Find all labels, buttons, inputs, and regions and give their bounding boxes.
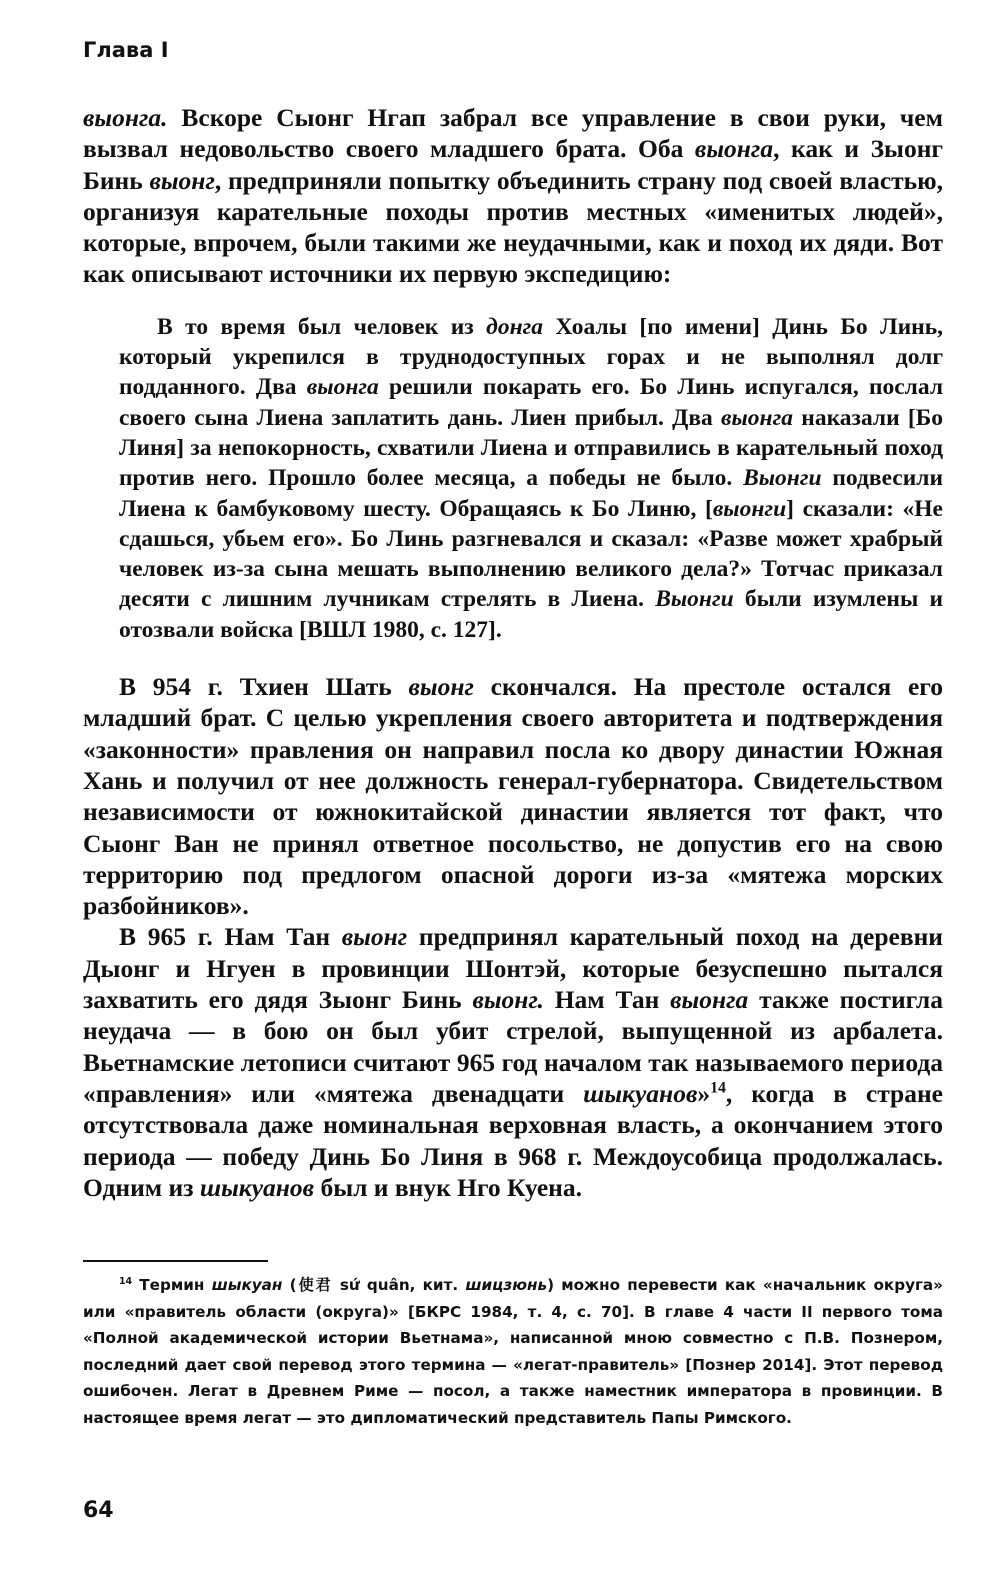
footnote-divider: [83, 1260, 268, 1262]
chapter-header: Глава I: [83, 38, 169, 62]
paragraph-2: В 954 г. Тхиен Шать выонг скончался. На престоле остался его младший брат. С целью укрепления своего авторитета и подтверждения «законности» правления он направил посла ко двору династии Южная Хань и получил от нее должность генерал-губернатора. Свидетельством независимости от южнокитайской династии является тот факт, что Сыонг Ван не принял ответное посольство, не допустив его на свою территорию под предлогом опасной дороги из-за «мятежа морских разбойников».: [83, 672, 943, 921]
footnote-ref: 14: [710, 1079, 726, 1097]
paragraph-1: выонга. Вскоре Сыонг Нгап забрал все управление в свои руки, чем вызвал недовольство своего младшего брата. Оба выонга, как и Зыонг Бинь выонг, предприняли попытку объединить страну под своей властью, организуя карательные походы против местных «именитых людей», которые, впрочем, были такими же неудачными, как и поход их дяди. Вот как описывают источники их первую экспедицию:: [83, 103, 944, 289]
page-number: 64: [83, 1498, 114, 1523]
block-quote: В то время был человек из донга Хоалы [по имени] Динь Бо Линь, который укрепился в труднодоступных горах и не выполнял долг подданного. Два выонга решили покарать его. Бо Линь испугался, послал своего сына Лиена заплатить дань. Лиен прибыл. Два выонга наказали [Бо Линя] за непокорность, схватили Лиена и отправились в карательный поход против него. Прошло более месяца, а победы не было. Выонги подвесили Лиена к бамбуковому шесту. Обращаясь к Бо Линю, [выонги] сказали: «Не сдашься, убьем его». Бо Линь разгневался и сказал: «Разве может храбрый человек из-за сына мешать выполнению великого дела?» Тотчас приказал десяти с лишним лучникам стрелять в Лиена. Выонги были изумлены и отозвали войска [ВШЛ 1980, с. 127].: [119, 313, 944, 643]
footnote: $^{14}$ Термин шыкуан (使君 sứ quân, кит. шицзюнь) можно перевести как «начальник округа» или «правитель области (округа)» [БКРС 1984, т. 4, с. 70]. В главе 4 части II первого тома «Полной академической истории Вьетнама», написанной мною совместно с П.В. Познером, последний дает свой перевод этого термина — «легат-правитель» [Познер 2014]. Этот перевод ошибочен. Легат в Древнем Риме — посол, а также наместник императора в провинции. В настоящее время легат — это дипломатический представитель Папы Римского.: [83, 1275, 943, 1427]
main-text: [83, 102, 943, 1203]
footnote-mark: 14: [119, 1275, 133, 1287]
paragraph-3: В 965 г. Нам Тан выонг предпринял карательный поход на деревни Дыонг и Нгуен в провинции Шонтэй, которые безуспешно пытался захватить его дядя Зыонг Бинь выонг. Нам Тан выонга также постигла неудача — в бою он был убит стрелой, выпущенной из арбалета. Вьетнамские летописи считают 965 год началом так называемого периода «правления» или «мятежа двенадцати шыкуанов»$^{14}$, когда в стране отсутствовала даже номинальная верховная власть, а окончанием этого периода — победу Динь Бо Линя в 968 г. Междоусобица продолжалась. Одним из шыкуанов был и внук Нго Куена.: [83, 922, 943, 1202]
